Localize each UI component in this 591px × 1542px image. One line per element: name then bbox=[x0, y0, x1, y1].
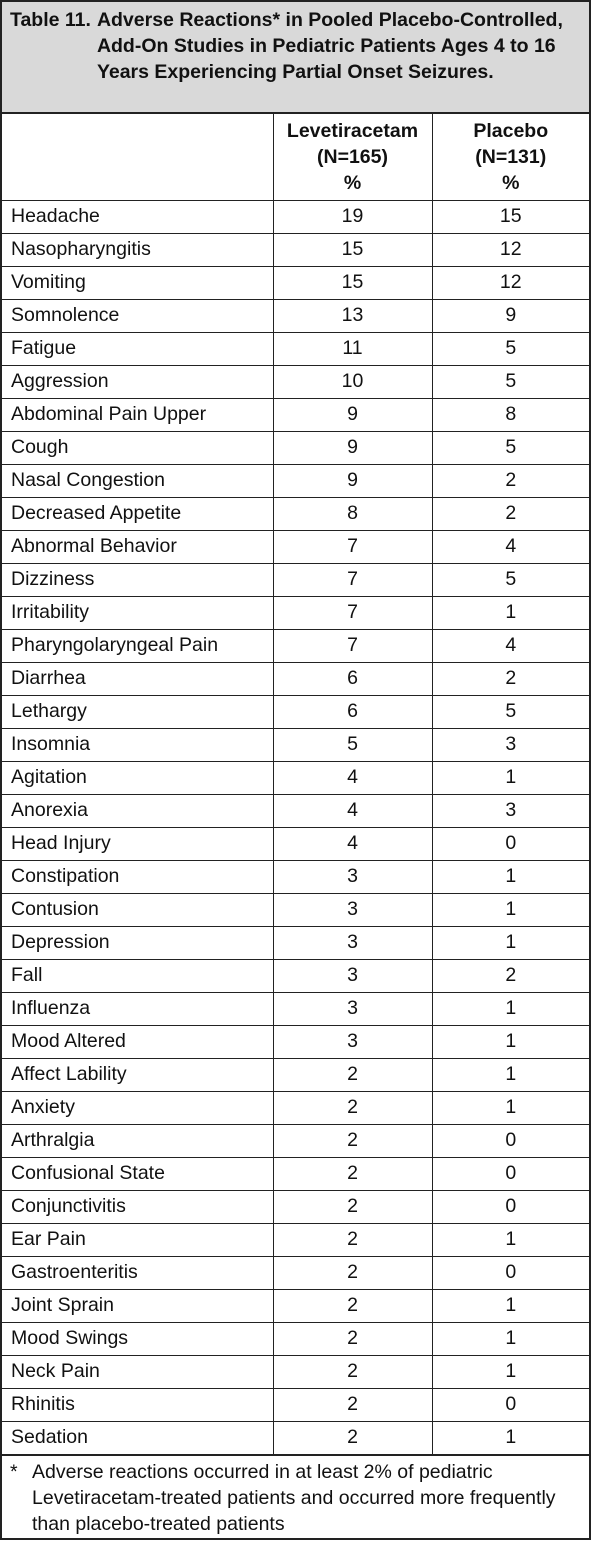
placebo-percent: 1 bbox=[432, 1025, 589, 1058]
placebo-percent: 1 bbox=[432, 926, 589, 959]
table-row bbox=[2, 1421, 589, 1454]
header-placebo-n: (N=131) bbox=[475, 145, 547, 168]
placebo-percent: 12 bbox=[432, 266, 589, 299]
levetiracetam-percent: 2 bbox=[273, 1058, 432, 1091]
placebo-percent: 0 bbox=[432, 1388, 589, 1421]
levetiracetam-percent: 2 bbox=[273, 1289, 432, 1322]
table-row bbox=[2, 200, 589, 233]
table-row bbox=[2, 563, 589, 596]
placebo-percent: 0 bbox=[432, 1256, 589, 1289]
placebo-percent: 0 bbox=[432, 827, 589, 860]
reaction-name: Abnormal Behavior bbox=[2, 530, 273, 563]
table-row bbox=[2, 695, 589, 728]
reaction-name: Nasal Congestion bbox=[2, 464, 273, 497]
placebo-percent: 1 bbox=[432, 1058, 589, 1091]
levetiracetam-percent: 3 bbox=[273, 893, 432, 926]
reaction-name: Conjunctivitis bbox=[2, 1190, 273, 1223]
table-caption: Adverse Reactions* in Pooled Placebo-Controlled, Add-On Studies in Pediatric Patients Ages 4 to 16 Years Experiencing Partial Onset Seizures. bbox=[96, 9, 563, 83]
placebo-percent: 1 bbox=[432, 1355, 589, 1388]
placebo-percent: 5 bbox=[432, 332, 589, 365]
levetiracetam-percent: 7 bbox=[273, 563, 432, 596]
table-row bbox=[2, 431, 589, 464]
data-table bbox=[2, 114, 589, 1455]
placebo-percent: 1 bbox=[432, 1091, 589, 1124]
placebo-percent: 3 bbox=[432, 728, 589, 761]
table-row bbox=[2, 398, 589, 431]
levetiracetam-percent: 2 bbox=[273, 1421, 432, 1454]
table-row bbox=[2, 1157, 589, 1190]
placebo-percent: 1 bbox=[432, 992, 589, 1025]
reaction-name: Constipation bbox=[2, 860, 273, 893]
placebo-percent: 2 bbox=[432, 662, 589, 695]
header-levetiracetam-n: (N=165) bbox=[317, 145, 388, 168]
levetiracetam-percent: 9 bbox=[273, 464, 432, 497]
reaction-name: Influenza bbox=[2, 992, 273, 1025]
reaction-name: Contusion bbox=[2, 893, 273, 926]
placebo-percent: 0 bbox=[432, 1157, 589, 1190]
header-placebo-unit: % bbox=[502, 171, 520, 194]
table-row bbox=[2, 299, 589, 332]
reaction-name: Pharyngolaryngeal Pain bbox=[2, 629, 273, 662]
reaction-name: Neck Pain bbox=[2, 1355, 273, 1388]
placebo-percent: 1 bbox=[432, 596, 589, 629]
reaction-name: Headache bbox=[2, 200, 273, 233]
table-row bbox=[2, 1058, 589, 1091]
header-levetiracetam-name: Levetiracetam bbox=[286, 119, 419, 142]
table-row bbox=[2, 629, 589, 662]
table-number: Table 11. bbox=[10, 9, 91, 31]
placebo-percent: 1 bbox=[432, 1289, 589, 1322]
footnote-mark: * bbox=[10, 1460, 18, 1483]
placebo-percent: 5 bbox=[432, 695, 589, 728]
placebo-percent: 2 bbox=[432, 959, 589, 992]
reaction-name: Joint Sprain bbox=[2, 1289, 273, 1322]
reaction-name: Mood Swings bbox=[2, 1322, 273, 1355]
reaction-name: Affect Lability bbox=[2, 1058, 273, 1091]
reaction-name: Vomiting bbox=[2, 266, 273, 299]
levetiracetam-percent: 2 bbox=[273, 1223, 432, 1256]
table-row bbox=[2, 959, 589, 992]
table-row bbox=[2, 761, 589, 794]
table-row bbox=[2, 1256, 589, 1289]
reaction-name: Lethargy bbox=[2, 695, 273, 728]
table-row bbox=[2, 794, 589, 827]
placebo-percent: 9 bbox=[432, 299, 589, 332]
reaction-name: Anxiety bbox=[2, 1091, 273, 1124]
levetiracetam-percent: 3 bbox=[273, 860, 432, 893]
header-row bbox=[2, 114, 589, 200]
levetiracetam-percent: 3 bbox=[273, 959, 432, 992]
placebo-percent: 1 bbox=[432, 860, 589, 893]
table-row bbox=[2, 1388, 589, 1421]
table-row bbox=[2, 992, 589, 1025]
reaction-name: Diarrhea bbox=[2, 662, 273, 695]
reaction-name: Confusional State bbox=[2, 1157, 273, 1190]
levetiracetam-percent: 7 bbox=[273, 629, 432, 662]
reaction-name: Gastroenteritis bbox=[2, 1256, 273, 1289]
placebo-percent: 1 bbox=[432, 1223, 589, 1256]
table-row bbox=[2, 266, 589, 299]
levetiracetam-percent: 19 bbox=[273, 200, 432, 233]
table-row bbox=[2, 728, 589, 761]
levetiracetam-percent: 3 bbox=[273, 1025, 432, 1058]
placebo-percent: 2 bbox=[432, 464, 589, 497]
placebo-percent: 0 bbox=[432, 1190, 589, 1223]
levetiracetam-percent: 2 bbox=[273, 1355, 432, 1388]
levetiracetam-percent: 4 bbox=[273, 794, 432, 827]
levetiracetam-percent: 7 bbox=[273, 530, 432, 563]
levetiracetam-percent: 10 bbox=[273, 365, 432, 398]
reaction-name: Mood Altered bbox=[2, 1025, 273, 1058]
levetiracetam-percent: 9 bbox=[273, 398, 432, 431]
levetiracetam-percent: 2 bbox=[273, 1388, 432, 1421]
levetiracetam-percent: 15 bbox=[273, 266, 432, 299]
reaction-name: Arthralgia bbox=[2, 1124, 273, 1157]
table-row bbox=[2, 1124, 589, 1157]
levetiracetam-percent: 2 bbox=[273, 1256, 432, 1289]
table-row bbox=[2, 1025, 589, 1058]
reaction-name: Decreased Appetite bbox=[2, 497, 273, 530]
levetiracetam-percent: 6 bbox=[273, 662, 432, 695]
table-row bbox=[2, 860, 589, 893]
table-row bbox=[2, 1190, 589, 1223]
table-row bbox=[2, 332, 589, 365]
table-row bbox=[2, 893, 589, 926]
levetiracetam-percent: 13 bbox=[273, 299, 432, 332]
table-row bbox=[2, 1091, 589, 1124]
table-row bbox=[2, 1289, 589, 1322]
footnote-text: Adverse reactions occurred in at least 2% of pediatric Levetiracetam-treated patients and occurred more frequently than placebo-treated patients bbox=[32, 1460, 556, 1535]
placebo-percent: 4 bbox=[432, 629, 589, 662]
table-row bbox=[2, 497, 589, 530]
levetiracetam-percent: 7 bbox=[273, 596, 432, 629]
reaction-name: Dizziness bbox=[2, 563, 273, 596]
table-row bbox=[2, 464, 589, 497]
placebo-percent: 1 bbox=[432, 1421, 589, 1454]
placebo-percent: 5 bbox=[432, 365, 589, 398]
reaction-name: Insomnia bbox=[2, 728, 273, 761]
levetiracetam-percent: 15 bbox=[273, 233, 432, 266]
header-placebo-name: Placebo bbox=[473, 119, 549, 142]
table-row bbox=[2, 596, 589, 629]
header-placebo bbox=[432, 114, 589, 200]
table-row bbox=[2, 233, 589, 266]
reaction-name: Ear Pain bbox=[2, 1223, 273, 1256]
levetiracetam-percent: 4 bbox=[273, 827, 432, 860]
header-levetiracetam bbox=[273, 114, 432, 200]
levetiracetam-percent: 6 bbox=[273, 695, 432, 728]
reaction-name: Head Injury bbox=[2, 827, 273, 860]
placebo-percent: 1 bbox=[432, 1322, 589, 1355]
reaction-name: Depression bbox=[2, 926, 273, 959]
placebo-percent: 15 bbox=[432, 200, 589, 233]
reaction-name: Fall bbox=[2, 959, 273, 992]
table-row bbox=[2, 827, 589, 860]
levetiracetam-percent: 3 bbox=[273, 992, 432, 1025]
levetiracetam-percent: 2 bbox=[273, 1322, 432, 1355]
levetiracetam-percent: 9 bbox=[273, 431, 432, 464]
placebo-percent: 1 bbox=[432, 893, 589, 926]
placebo-percent: 2 bbox=[432, 497, 589, 530]
reaction-name: Anorexia bbox=[2, 794, 273, 827]
reaction-name: Agitation bbox=[2, 761, 273, 794]
table-row bbox=[2, 1223, 589, 1256]
table-row bbox=[2, 365, 589, 398]
header-levetiracetam-unit: % bbox=[343, 171, 362, 194]
header-reaction bbox=[2, 114, 273, 200]
levetiracetam-percent: 4 bbox=[273, 761, 432, 794]
reaction-name: Cough bbox=[2, 431, 273, 464]
table-title bbox=[2, 2, 589, 114]
table-row bbox=[2, 1355, 589, 1388]
levetiracetam-percent: 3 bbox=[273, 926, 432, 959]
table-row bbox=[2, 662, 589, 695]
table-footnote bbox=[2, 1455, 589, 1542]
levetiracetam-percent: 5 bbox=[273, 728, 432, 761]
placebo-percent: 5 bbox=[432, 431, 589, 464]
reaction-name: Abdominal Pain Upper bbox=[2, 398, 273, 431]
reaction-name: Nasopharyngitis bbox=[2, 233, 273, 266]
table-row bbox=[2, 530, 589, 563]
reaction-name: Aggression bbox=[2, 365, 273, 398]
levetiracetam-percent: 2 bbox=[273, 1190, 432, 1223]
reaction-name: Somnolence bbox=[2, 299, 273, 332]
table-row bbox=[2, 1322, 589, 1355]
reaction-name: Rhinitis bbox=[2, 1388, 273, 1421]
reaction-name: Sedation bbox=[2, 1421, 273, 1454]
reaction-name: Irritability bbox=[2, 596, 273, 629]
placebo-percent: 5 bbox=[432, 563, 589, 596]
reaction-name: Fatigue bbox=[2, 332, 273, 365]
table-body bbox=[2, 200, 589, 1454]
levetiracetam-percent: 2 bbox=[273, 1157, 432, 1190]
placebo-percent: 1 bbox=[432, 761, 589, 794]
placebo-percent: 8 bbox=[432, 398, 589, 431]
levetiracetam-percent: 8 bbox=[273, 497, 432, 530]
placebo-percent: 3 bbox=[432, 794, 589, 827]
levetiracetam-percent: 2 bbox=[273, 1091, 432, 1124]
placebo-percent: 0 bbox=[432, 1124, 589, 1157]
placebo-percent: 4 bbox=[432, 530, 589, 563]
levetiracetam-percent: 2 bbox=[273, 1124, 432, 1157]
table-row bbox=[2, 926, 589, 959]
levetiracetam-percent: 11 bbox=[273, 332, 432, 365]
placebo-percent: 12 bbox=[432, 233, 589, 266]
